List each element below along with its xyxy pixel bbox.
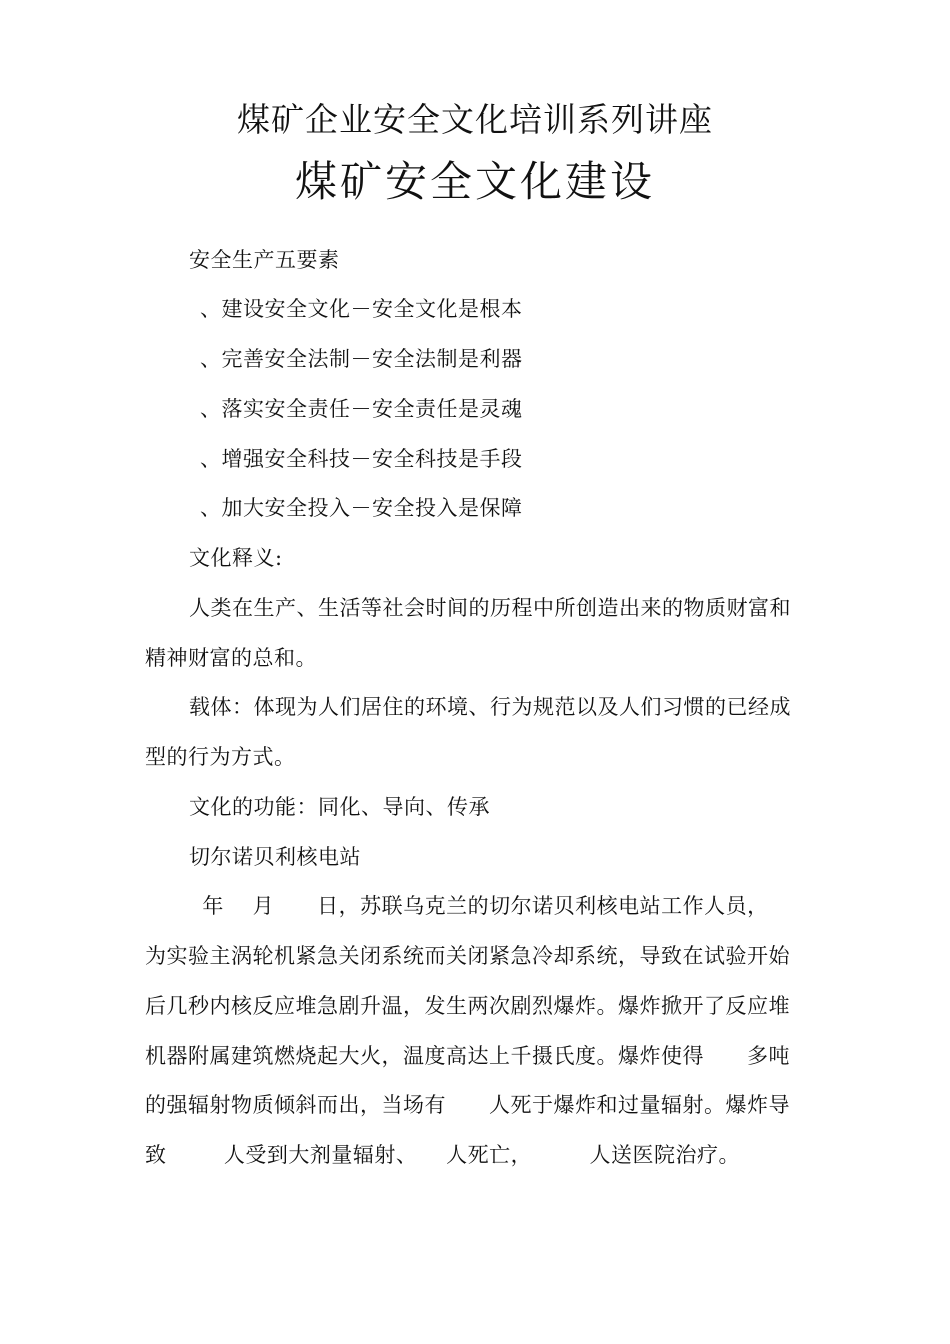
document-title: 煤矿企业安全文化培训系列讲座	[237, 100, 713, 139]
story-line: 年 月 日，苏联乌克兰的切尔诺贝利核电站工作人员，	[145, 894, 769, 918]
section-heading-five-elements: 安全生产五要素	[189, 248, 340, 272]
story-line: 的强辐射物质倾斜而出，当场有 人死于爆炸和过量辐射。爆炸导	[145, 1093, 791, 1117]
culture-functions: 文化的功能：同化、导向、传承	[189, 795, 490, 819]
chernobyl-heading: 切尔诺贝利核电站	[189, 845, 361, 869]
list-item: 、建设安全文化－安全文化是根本	[200, 297, 523, 321]
list-item: 、完善安全法制－安全法制是利器	[200, 347, 523, 371]
culture-definition-line: 精神财富的总和。	[145, 646, 317, 670]
document-subtitle: 煤矿安全文化建设	[294, 157, 655, 206]
list-item: 、落实安全责任－安全责任是灵魂	[200, 397, 523, 421]
story-line: 机器附属建筑燃烧起大火，温度高达上千摄氏度。爆炸使得 多吨	[145, 1044, 791, 1068]
carrier-paragraph-line: 型的行为方式。	[145, 745, 296, 769]
culture-heading: 文化释义:	[189, 546, 283, 570]
culture-definition-line: 人类在生产、生活等社会时间的历程中所创造出来的物质财富和	[189, 596, 791, 620]
story-line: 后几秒内核反应堆急剧升温，发生两次剧烈爆炸。爆炸掀开了反应堆	[145, 994, 790, 1018]
story-line: 致 人受到大剂量辐射、 人死亡， 人送医院治疗。	[145, 1143, 741, 1167]
story-line: 为实验主涡轮机紧急关闭系统而关闭紧急冷却系统，导致在试验开始	[145, 944, 790, 968]
list-item: 、增强安全科技－安全科技是手段	[200, 447, 523, 471]
carrier-paragraph-line: 载体：体现为人们居住的环境、行为规范以及人们习惯的已经成	[189, 695, 791, 719]
list-item: 、加大安全投入－安全投入是保障	[200, 496, 523, 520]
